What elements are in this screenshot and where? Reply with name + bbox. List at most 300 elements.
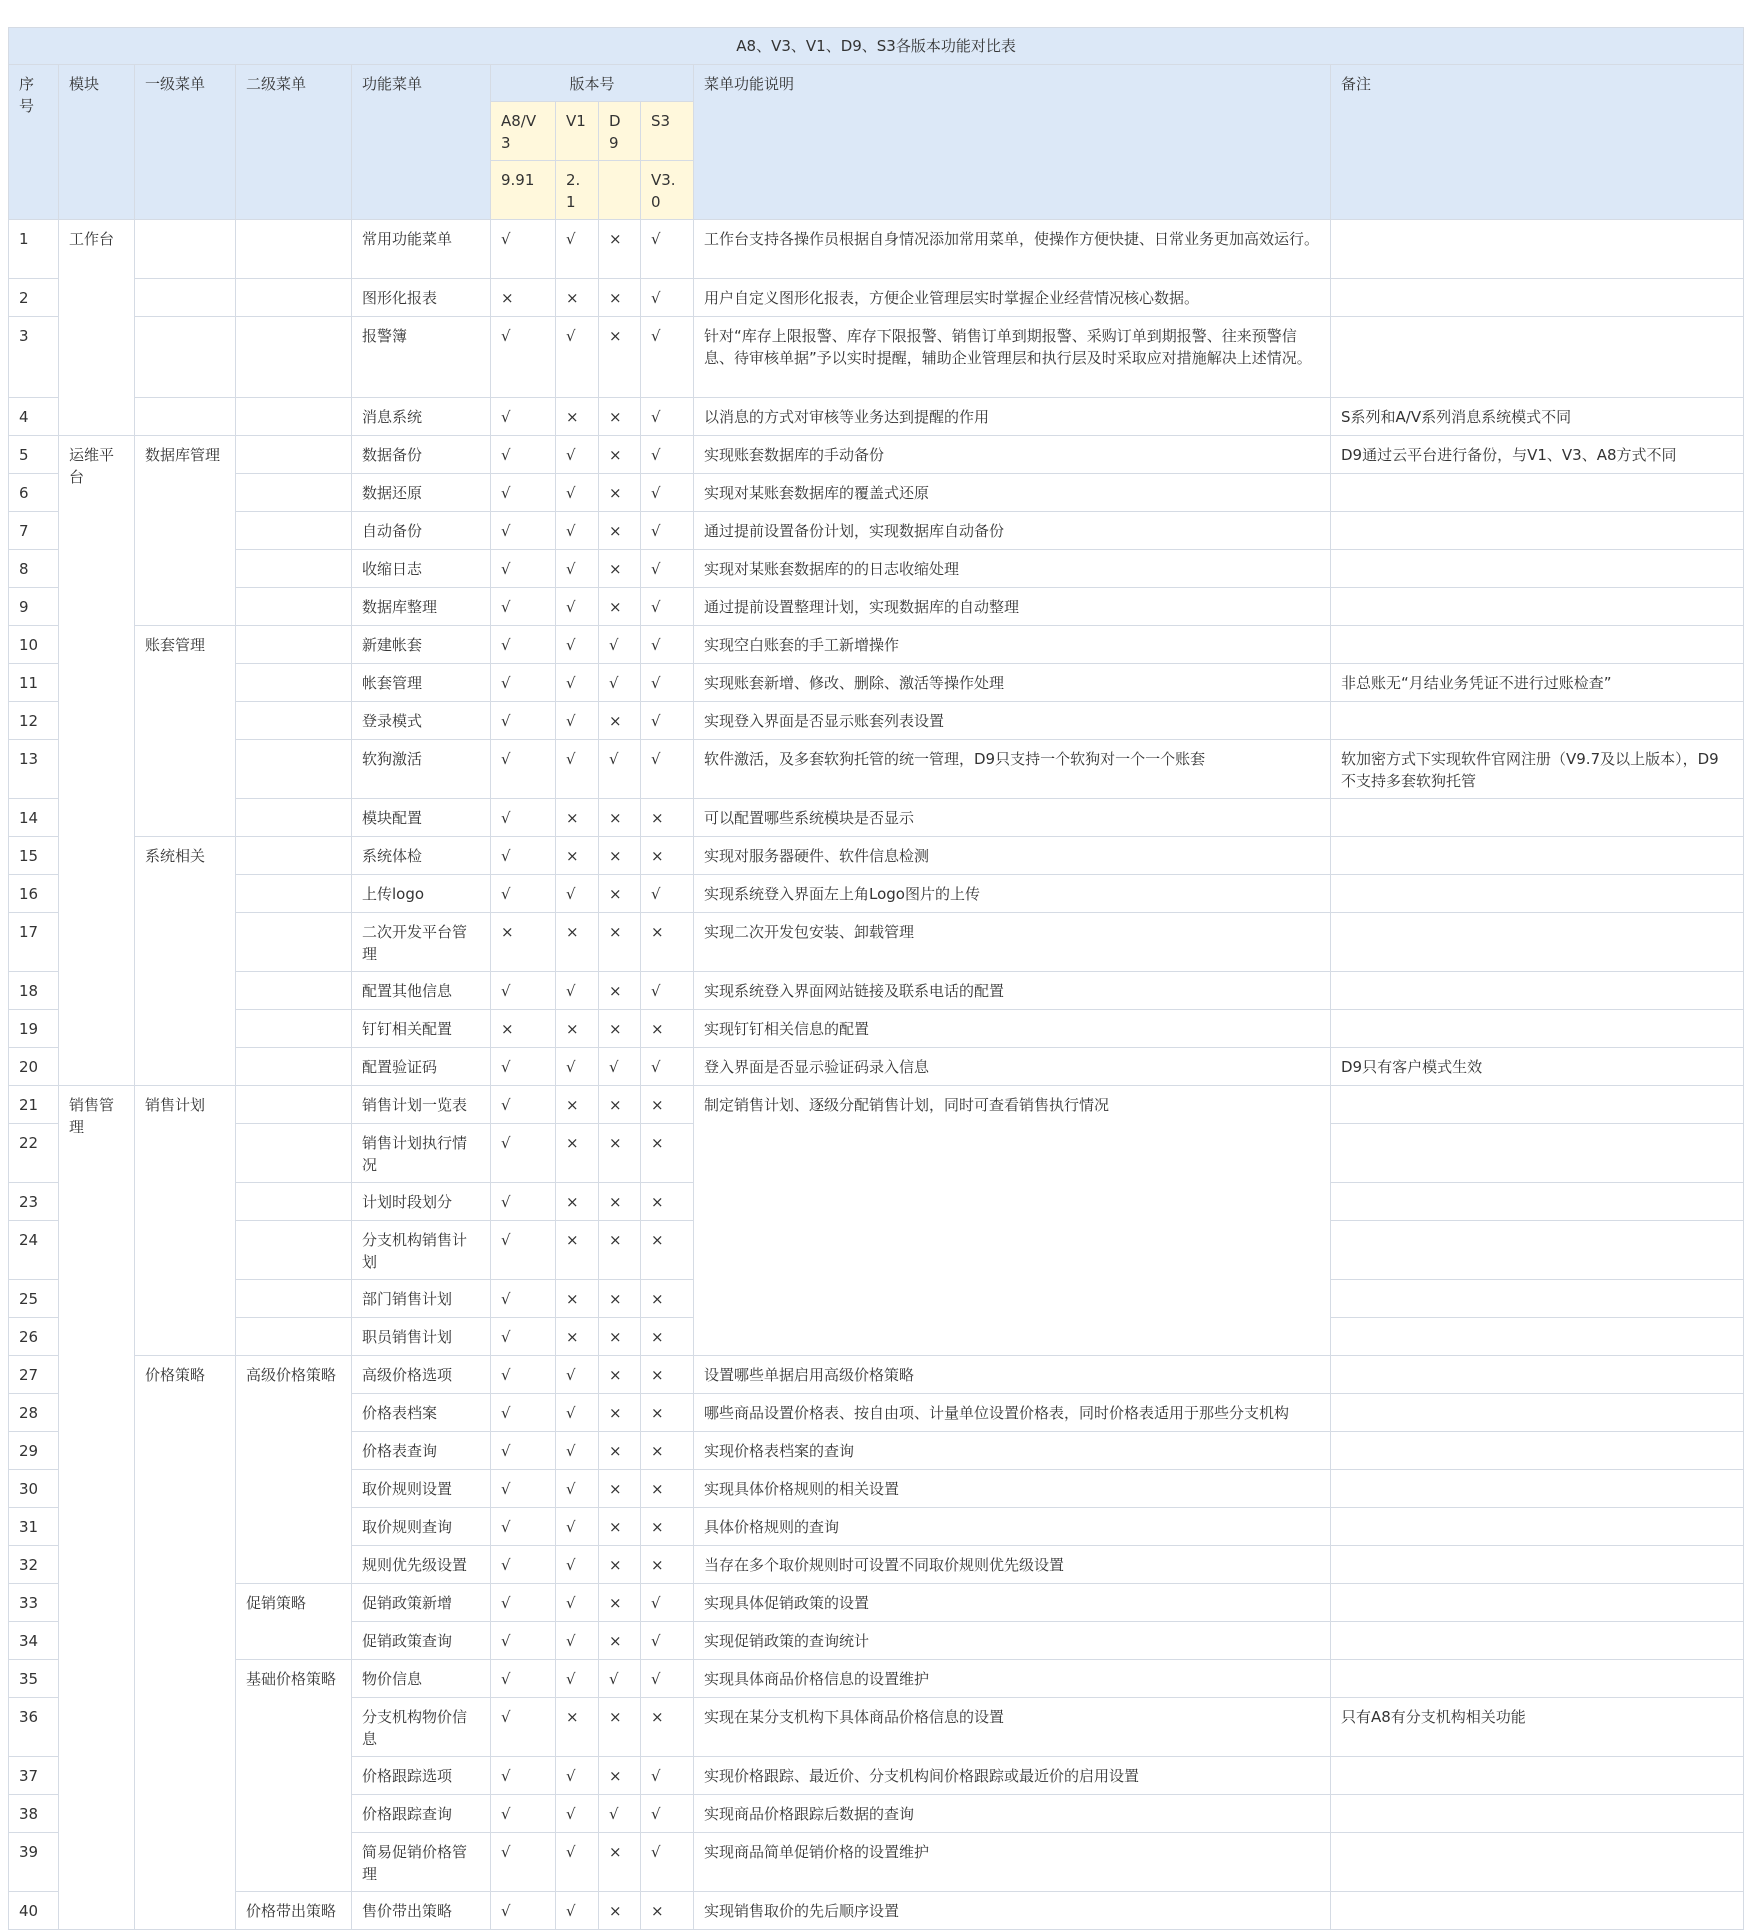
cell-desc: 实现二次开发包安装、卸载管理 (694, 913, 1331, 972)
cell-remark (1331, 1010, 1744, 1048)
cell-ver-v1: √ (556, 1432, 599, 1470)
cell-ver-a8v3: √ (491, 1318, 556, 1356)
cell-ver-a8v3: √ (491, 588, 556, 626)
cell-ver-d9: × (599, 1124, 641, 1183)
cell-menu2 (236, 913, 352, 972)
cell-func: 价格跟踪查询 (352, 1795, 491, 1833)
cell-ver-v1: × (556, 398, 599, 436)
cell-menu1: 账套管理 (135, 626, 236, 837)
cell-ver-a8v3: √ (491, 1124, 556, 1183)
cell-ver-s3: × (641, 1010, 694, 1048)
cell-seq: 6 (9, 474, 59, 512)
cell-ver-a8v3: √ (491, 1660, 556, 1698)
table-row (9, 740, 1744, 799)
cell-seq: 11 (9, 664, 59, 702)
cell-remark (1331, 1221, 1744, 1280)
cell-func: 常用功能菜单 (352, 220, 491, 279)
cell-seq: 2 (9, 279, 59, 317)
cell-func: 部门销售计划 (352, 1280, 491, 1318)
cell-ver-d9: × (599, 1394, 641, 1432)
cell-ver-d9: × (599, 1584, 641, 1622)
table-row (9, 1356, 1744, 1394)
table-row (9, 1660, 1744, 1698)
cell-ver-s3: √ (641, 664, 694, 702)
cell-ver-s3: √ (641, 1833, 694, 1892)
cell-func: 系统体检 (352, 837, 491, 875)
cell-remark (1331, 1892, 1744, 1930)
cell-remark (1331, 550, 1744, 588)
cell-ver-v1: × (556, 913, 599, 972)
cell-ver-a8v3: √ (491, 220, 556, 279)
cell-seq: 35 (9, 1660, 59, 1698)
cell-ver-v1: √ (556, 1660, 599, 1698)
cell-seq: 40 (9, 1892, 59, 1930)
cell-func: 模块配置 (352, 799, 491, 837)
cell-ver-v1: √ (556, 972, 599, 1010)
cell-ver-a8v3: √ (491, 702, 556, 740)
cell-ver-s3: × (641, 1508, 694, 1546)
header-seq: 序号 (9, 65, 59, 220)
cell-ver-d9: × (599, 1470, 641, 1508)
cell-seq: 36 (9, 1698, 59, 1757)
cell-ver-s3: √ (641, 1795, 694, 1833)
cell-remark: S系列和A/V系列消息系统模式不同 (1331, 398, 1744, 436)
cell-ver-a8v3: √ (491, 1795, 556, 1833)
cell-ver-d9: √ (599, 1795, 641, 1833)
cell-desc: 实现对某账套数据库的的日志收缩处理 (694, 550, 1331, 588)
cell-ver-v1: × (556, 1318, 599, 1356)
cell-ver-d9: √ (599, 1660, 641, 1698)
cell-seq: 10 (9, 626, 59, 664)
cell-ver-v1: √ (556, 1394, 599, 1432)
cell-seq: 8 (9, 550, 59, 588)
cell-menu2 (236, 474, 352, 512)
cell-seq: 17 (9, 913, 59, 972)
cell-ver-d9: × (599, 1221, 641, 1280)
cell-ver-a8v3: √ (491, 1356, 556, 1394)
cell-ver-a8v3: √ (491, 1546, 556, 1584)
cell-func: 分支机构销售计划 (352, 1221, 491, 1280)
cell-remark (1331, 474, 1744, 512)
table-row (9, 626, 1744, 664)
cell-func: 报警簿 (352, 317, 491, 398)
cell-ver-d9: √ (599, 740, 641, 799)
table-row (9, 1010, 1744, 1048)
cell-ver-v1: √ (556, 588, 599, 626)
cell-remark (1331, 1546, 1744, 1584)
cell-remark: 非总账无“月结业务凭证不进行过账检查” (1331, 664, 1744, 702)
cell-remark (1331, 1833, 1744, 1892)
comparison-table-container (8, 27, 1743, 1930)
cell-desc: 针对“库存上限报警、库存下限报警、销售订单到期报警、采购订单到期报警、往来预警信息、待审核单据”予以实时提醒，辅助企业管理层和执行层及时采取应对措施解决上述情况。 (694, 317, 1331, 398)
header-vernum-d9 (599, 161, 641, 220)
cell-ver-s3: √ (641, 550, 694, 588)
cell-menu2 (236, 1124, 352, 1183)
cell-ver-a8v3: √ (491, 436, 556, 474)
cell-func: 配置验证码 (352, 1048, 491, 1086)
cell-func: 售价带出策略 (352, 1892, 491, 1930)
cell-desc: 设置哪些单据启用高级价格策略 (694, 1356, 1331, 1394)
cell-desc: 通过提前设置整理计划，实现数据库的自动整理 (694, 588, 1331, 626)
cell-ver-v1: √ (556, 317, 599, 398)
cell-func: 分支机构物价信息 (352, 1698, 491, 1757)
cell-menu2 (236, 436, 352, 474)
cell-desc: 实现销售取价的先后顺序设置 (694, 1892, 1331, 1930)
cell-seq: 20 (9, 1048, 59, 1086)
cell-ver-s3: × (641, 1470, 694, 1508)
header-version: 版本号 (491, 65, 694, 102)
table-title: A8、V3、V1、D9、S3各版本功能对比表 (9, 28, 1744, 65)
cell-desc: 用户自定义图形化报表，方便企业管理层实时掌握企业经营情况核心数据。 (694, 279, 1331, 317)
cell-seq: 12 (9, 702, 59, 740)
cell-desc: 通过提前设置备份计划，实现数据库自动备份 (694, 512, 1331, 550)
cell-menu2 (236, 702, 352, 740)
cell-ver-a8v3: √ (491, 550, 556, 588)
cell-ver-a8v3: √ (491, 1833, 556, 1892)
cell-remark (1331, 913, 1744, 972)
table-row (9, 664, 1744, 702)
cell-menu2 (236, 317, 352, 398)
cell-menu2: 高级价格策略 (236, 1356, 352, 1584)
cell-desc: 实现在某分支机构下具体商品价格信息的设置 (694, 1698, 1331, 1757)
cell-ver-v1: √ (556, 1892, 599, 1930)
cell-ver-s3: √ (641, 474, 694, 512)
header-menu2: 二级菜单 (236, 65, 352, 220)
cell-ver-d9: × (599, 512, 641, 550)
cell-ver-v1: √ (556, 1048, 599, 1086)
cell-ver-v1: √ (556, 436, 599, 474)
table-row (9, 220, 1744, 279)
cell-remark (1331, 837, 1744, 875)
table-row (9, 398, 1744, 436)
cell-ver-s3: × (641, 1698, 694, 1757)
cell-func: 配置其他信息 (352, 972, 491, 1010)
cell-ver-d9: × (599, 1622, 641, 1660)
table-row (9, 1086, 1744, 1124)
table-row (9, 279, 1744, 317)
cell-ver-a8v3: √ (491, 398, 556, 436)
cell-ver-a8v3: √ (491, 875, 556, 913)
cell-ver-s3: √ (641, 972, 694, 1010)
cell-seq: 32 (9, 1546, 59, 1584)
cell-func: 软狗激活 (352, 740, 491, 799)
cell-ver-v1: √ (556, 626, 599, 664)
cell-ver-s3: × (641, 1432, 694, 1470)
cell-seq: 9 (9, 588, 59, 626)
cell-ver-a8v3: √ (491, 799, 556, 837)
cell-desc: 实现钉钉相关信息的配置 (694, 1010, 1331, 1048)
cell-remark (1331, 1183, 1744, 1221)
cell-desc: 可以配置哪些系统模块是否显示 (694, 799, 1331, 837)
cell-ver-d9: × (599, 588, 641, 626)
cell-ver-a8v3: √ (491, 1280, 556, 1318)
cell-func: 规则优先级设置 (352, 1546, 491, 1584)
cell-desc: 实现具体价格规则的相关设置 (694, 1470, 1331, 1508)
cell-seq: 26 (9, 1318, 59, 1356)
header-ver-s3: S3 (641, 102, 694, 161)
cell-ver-v1: √ (556, 664, 599, 702)
cell-func: 计划时段划分 (352, 1183, 491, 1221)
cell-ver-a8v3: √ (491, 1508, 556, 1546)
cell-seq: 13 (9, 740, 59, 799)
cell-ver-d9: × (599, 972, 641, 1010)
cell-menu2 (236, 1318, 352, 1356)
cell-ver-s3: √ (641, 626, 694, 664)
cell-remark (1331, 1432, 1744, 1470)
cell-menu2 (236, 875, 352, 913)
cell-ver-d9: × (599, 1546, 641, 1584)
cell-ver-s3: √ (641, 1660, 694, 1698)
version-comparison-table (8, 27, 1744, 1930)
cell-ver-d9: × (599, 875, 641, 913)
cell-ver-d9: × (599, 398, 641, 436)
cell-desc: 登入界面是否显示验证码录入信息 (694, 1048, 1331, 1086)
cell-ver-s3: √ (641, 702, 694, 740)
cell-desc: 实现价格跟踪、最近价、分支机构间价格跟踪或最近价的启用设置 (694, 1757, 1331, 1795)
cell-menu2 (236, 1086, 352, 1124)
cell-desc: 实现价格表档案的查询 (694, 1432, 1331, 1470)
cell-seq: 39 (9, 1833, 59, 1892)
cell-ver-d9: × (599, 1508, 641, 1546)
cell-desc: 实现账套数据库的手动备份 (694, 436, 1331, 474)
cell-menu2 (236, 279, 352, 317)
cell-ver-s3: × (641, 1086, 694, 1124)
cell-seq: 22 (9, 1124, 59, 1183)
cell-remark (1331, 1470, 1744, 1508)
cell-remark (1331, 702, 1744, 740)
cell-menu2 (236, 626, 352, 664)
cell-menu2 (236, 550, 352, 588)
cell-remark (1331, 317, 1744, 398)
cell-func: 自动备份 (352, 512, 491, 550)
cell-desc: 实现空白账套的手工新增操作 (694, 626, 1331, 664)
table-row (9, 702, 1744, 740)
cell-func: 促销政策新增 (352, 1584, 491, 1622)
cell-menu2 (236, 398, 352, 436)
cell-seq: 1 (9, 220, 59, 279)
cell-ver-v1: √ (556, 550, 599, 588)
cell-module: 工作台 (59, 220, 135, 436)
cell-desc: 实现登入界面是否显示账套列表设置 (694, 702, 1331, 740)
cell-func: 取价规则设置 (352, 1470, 491, 1508)
cell-ver-d9: √ (599, 664, 641, 702)
cell-ver-v1: × (556, 1124, 599, 1183)
cell-ver-v1: √ (556, 1833, 599, 1892)
cell-ver-a8v3: × (491, 1010, 556, 1048)
cell-ver-a8v3: √ (491, 626, 556, 664)
cell-seq: 21 (9, 1086, 59, 1124)
cell-ver-s3: √ (641, 875, 694, 913)
cell-menu2: 促销策略 (236, 1584, 352, 1660)
header-vernum-v1: 2.1 (556, 161, 599, 220)
cell-remark (1331, 1086, 1744, 1124)
cell-ver-a8v3: √ (491, 1622, 556, 1660)
cell-ver-a8v3: √ (491, 317, 556, 398)
header-desc: 菜单功能说明 (694, 65, 1331, 220)
cell-desc: 实现对某账套数据库的覆盖式还原 (694, 474, 1331, 512)
cell-ver-d9: × (599, 1280, 641, 1318)
cell-seq: 5 (9, 436, 59, 474)
cell-ver-a8v3: √ (491, 1470, 556, 1508)
cell-ver-v1: √ (556, 1622, 599, 1660)
cell-func: 价格跟踪选项 (352, 1757, 491, 1795)
cell-ver-d9: × (599, 1892, 641, 1930)
cell-ver-s3: √ (641, 740, 694, 799)
table-row (9, 474, 1744, 512)
cell-ver-d9: × (599, 1698, 641, 1757)
cell-ver-a8v3: × (491, 913, 556, 972)
cell-ver-a8v3: √ (491, 1432, 556, 1470)
cell-remark: 只有A8有分支机构相关功能 (1331, 1698, 1744, 1757)
cell-seq: 37 (9, 1757, 59, 1795)
cell-func: 价格表档案 (352, 1394, 491, 1432)
cell-menu1 (135, 220, 236, 279)
cell-menu2 (236, 740, 352, 799)
cell-menu2: 基础价格策略 (236, 1660, 352, 1892)
header-ver-d9: D9 (599, 102, 641, 161)
cell-func: 销售计划一览表 (352, 1086, 491, 1124)
header-vernum-s3: V3.0 (641, 161, 694, 220)
cell-ver-v1: × (556, 799, 599, 837)
cell-seq: 15 (9, 837, 59, 875)
table-row (9, 550, 1744, 588)
cell-desc: 实现具体促销政策的设置 (694, 1584, 1331, 1622)
cell-ver-v1: × (556, 1183, 599, 1221)
cell-desc: 当存在多个取价规则时可设置不同取价规则优先级设置 (694, 1546, 1331, 1584)
cell-func: 图形化报表 (352, 279, 491, 317)
cell-menu2 (236, 664, 352, 702)
cell-menu2: 价格带出策略 (236, 1892, 352, 1930)
cell-menu1: 系统相关 (135, 837, 236, 1086)
cell-ver-a8v3: √ (491, 1892, 556, 1930)
header-func: 功能菜单 (352, 65, 491, 220)
cell-ver-v1: √ (556, 474, 599, 512)
header-ver-a8v3: A8/V3 (491, 102, 556, 161)
header-ver-v1: V1 (556, 102, 599, 161)
cell-ver-d9: × (599, 220, 641, 279)
cell-ver-d9: × (599, 1833, 641, 1892)
cell-remark (1331, 220, 1744, 279)
cell-ver-v1: √ (556, 1795, 599, 1833)
cell-ver-s3: × (641, 1183, 694, 1221)
cell-ver-v1: √ (556, 220, 599, 279)
cell-ver-v1: × (556, 1221, 599, 1280)
cell-menu1: 数据库管理 (135, 436, 236, 626)
cell-ver-s3: × (641, 1280, 694, 1318)
cell-ver-v1: × (556, 1010, 599, 1048)
cell-ver-v1: √ (556, 875, 599, 913)
cell-ver-s3: √ (641, 436, 694, 474)
cell-ver-s3: √ (641, 1048, 694, 1086)
cell-ver-a8v3: √ (491, 1221, 556, 1280)
cell-ver-a8v3: √ (491, 1048, 556, 1086)
cell-ver-s3: × (641, 913, 694, 972)
cell-seq: 16 (9, 875, 59, 913)
cell-func: 物价信息 (352, 1660, 491, 1698)
cell-menu2 (236, 1010, 352, 1048)
cell-remark (1331, 1757, 1744, 1795)
cell-menu2 (236, 837, 352, 875)
table-row (9, 875, 1744, 913)
table-row (9, 799, 1744, 837)
cell-ver-d9: × (599, 317, 641, 398)
cell-menu2 (236, 1183, 352, 1221)
cell-ver-s3: × (641, 1356, 694, 1394)
cell-seq: 25 (9, 1280, 59, 1318)
cell-seq: 34 (9, 1622, 59, 1660)
cell-func: 价格表查询 (352, 1432, 491, 1470)
cell-ver-s3: √ (641, 279, 694, 317)
cell-seq: 38 (9, 1795, 59, 1833)
cell-ver-s3: × (641, 1892, 694, 1930)
cell-seq: 23 (9, 1183, 59, 1221)
cell-ver-s3: √ (641, 588, 694, 626)
cell-desc: 实现促销政策的查询统计 (694, 1622, 1331, 1660)
header-remark: 备注 (1331, 65, 1744, 220)
cell-func: 简易促销价格管理 (352, 1833, 491, 1892)
cell-func: 数据备份 (352, 436, 491, 474)
cell-menu2 (236, 1280, 352, 1318)
cell-ver-v1: × (556, 1698, 599, 1757)
cell-ver-v1: √ (556, 1356, 599, 1394)
cell-remark (1331, 626, 1744, 664)
table-row (9, 913, 1744, 972)
cell-ver-s3: × (641, 1394, 694, 1432)
cell-ver-v1: × (556, 279, 599, 317)
header-module: 模块 (59, 65, 135, 220)
table-row (9, 512, 1744, 550)
table-row (9, 1892, 1744, 1930)
cell-func: 促销政策查询 (352, 1622, 491, 1660)
cell-ver-a8v3: √ (491, 1584, 556, 1622)
cell-desc: 实现系统登入界面左上角Logo图片的上传 (694, 875, 1331, 913)
cell-menu1: 价格策略 (135, 1356, 236, 1930)
cell-remark (1331, 799, 1744, 837)
cell-ver-s3: × (641, 1124, 694, 1183)
cell-func: 数据库整理 (352, 588, 491, 626)
cell-ver-s3: √ (641, 512, 694, 550)
cell-func: 收缩日志 (352, 550, 491, 588)
cell-remark (1331, 1394, 1744, 1432)
cell-menu2 (236, 1048, 352, 1086)
cell-ver-d9: × (599, 1432, 641, 1470)
cell-ver-a8v3: √ (491, 1086, 556, 1124)
cell-seq: 3 (9, 317, 59, 398)
cell-module: 销售管理 (59, 1086, 135, 1930)
cell-ver-a8v3: √ (491, 664, 556, 702)
cell-remark: D9只有客户模式生效 (1331, 1048, 1744, 1086)
cell-ver-a8v3: × (491, 279, 556, 317)
cell-ver-a8v3: √ (491, 837, 556, 875)
cell-remark (1331, 588, 1744, 626)
cell-seq: 18 (9, 972, 59, 1010)
cell-ver-v1: √ (556, 1470, 599, 1508)
cell-ver-s3: × (641, 1318, 694, 1356)
cell-ver-s3: √ (641, 1584, 694, 1622)
cell-remark (1331, 1318, 1744, 1356)
cell-ver-s3: × (641, 1221, 694, 1280)
cell-ver-v1: √ (556, 740, 599, 799)
cell-remark (1331, 1795, 1744, 1833)
cell-menu2 (236, 972, 352, 1010)
cell-ver-s3: √ (641, 1622, 694, 1660)
cell-menu2 (236, 220, 352, 279)
cell-ver-v1: √ (556, 1508, 599, 1546)
cell-func: 高级价格选项 (352, 1356, 491, 1394)
cell-desc: 哪些商品设置价格表、按自由项、计量单位设置价格表，同时价格表适用于那些分支机构 (694, 1394, 1331, 1432)
cell-menu2 (236, 1221, 352, 1280)
cell-seq: 4 (9, 398, 59, 436)
